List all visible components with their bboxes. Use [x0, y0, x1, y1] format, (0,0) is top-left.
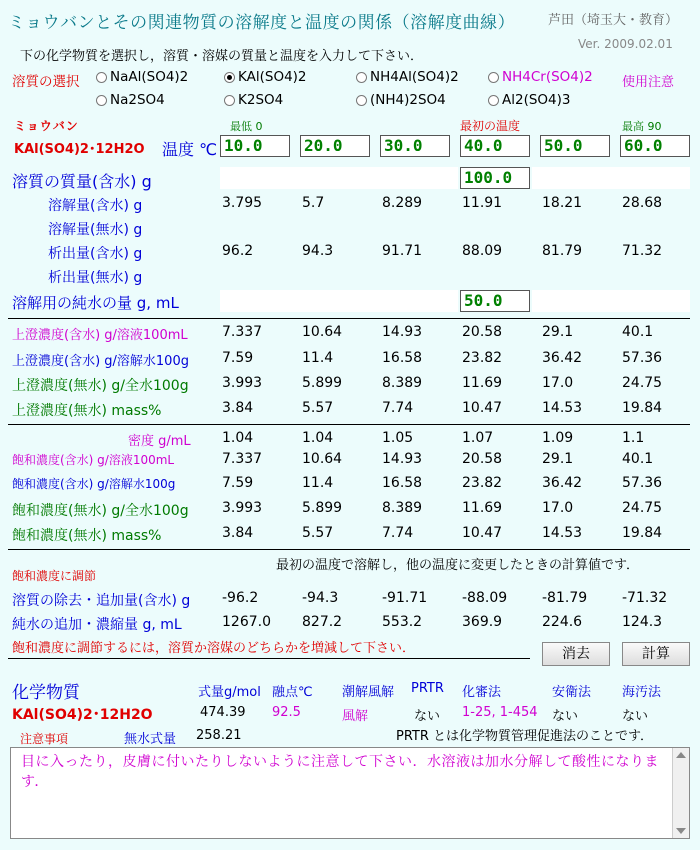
- adjust-value: -94.3: [302, 590, 339, 606]
- supernatant-value: 14.53: [542, 400, 583, 416]
- anhydrous-label: 無水式量: [124, 732, 177, 747]
- saturated-value: 36.42: [542, 475, 583, 491]
- supernatant-value: 23.82: [462, 350, 503, 366]
- prop-header: 式量g/mol: [198, 685, 261, 700]
- prop-molar-mass: 474.39: [200, 705, 246, 720]
- adjust-value: -71.32: [622, 590, 668, 606]
- properties-section-label: 化学物質: [12, 683, 80, 703]
- saturated-value: 8.389: [382, 500, 423, 516]
- adjust-hint: 飽和濃度に調節するには，溶質か溶媒のどちらかを増減して下さい．: [12, 641, 416, 656]
- saturated-value: 11.4: [302, 475, 334, 491]
- prop-efflorescence: 風解: [342, 709, 369, 724]
- row-value: 18.21: [542, 195, 583, 211]
- caution-textarea[interactable]: [10, 747, 690, 839]
- radio-circle[interactable]: [224, 95, 235, 106]
- water-mass-input[interactable]: 50.0: [460, 290, 530, 312]
- clear-button[interactable]: 消去: [542, 642, 610, 666]
- supernatant-value: 7.59: [222, 350, 254, 366]
- divider: [8, 658, 530, 659]
- density-label: 密度 g/mL: [128, 434, 191, 449]
- prop-kashinhou: 1-25, 1-454: [462, 705, 538, 720]
- adjust-value: 369.9: [462, 614, 503, 630]
- radio-circle[interactable]: [356, 72, 367, 83]
- prop-header: 海汚法: [622, 685, 662, 700]
- prop-header: 化審法: [462, 685, 502, 700]
- supernatant-value: 8.389: [382, 375, 423, 391]
- temperature-label: 温度 ℃: [162, 140, 218, 159]
- temp-input-4[interactable]: 40.0: [460, 135, 530, 157]
- density-value: 1.1: [622, 430, 645, 446]
- radio-nh4cr[interactable]: NH4Cr(SO4)2: [488, 69, 593, 85]
- saturated-label: 飽和濃度(含水) g/溶液100mL: [12, 453, 175, 467]
- supernatant-value: 16.58: [382, 350, 423, 366]
- row-label: 析出量(無水) g: [48, 270, 143, 286]
- row-value: 3.795: [222, 195, 263, 211]
- supernatant-label: 上澄濃度(無水) g/全水100g: [12, 378, 189, 394]
- supernatant-label: 上澄濃度(無水) mass%: [12, 403, 162, 419]
- temp-input-2[interactable]: 20.0: [300, 135, 370, 157]
- supernatant-value: 3.84: [222, 400, 254, 416]
- saturated-value: 40.1: [622, 451, 654, 467]
- row-value: 8.289: [382, 195, 423, 211]
- row-value: 5.7: [302, 195, 325, 211]
- saturated-value: 24.75: [622, 500, 663, 516]
- water-mass-bar-right: [532, 290, 690, 312]
- saturated-value: 29.1: [542, 451, 574, 467]
- radio-nh42so4[interactable]: (NH4)2SO4: [356, 92, 446, 108]
- saturated-value: 11.69: [462, 500, 503, 516]
- saturated-value: 20.58: [462, 451, 503, 467]
- supernatant-value: 19.84: [622, 400, 663, 416]
- water-mass-label: 溶解用の純水の量 g, mL: [12, 294, 179, 312]
- radio-circle[interactable]: [488, 95, 499, 106]
- supernatant-value: 5.57: [302, 400, 334, 416]
- supernatant-value: 3.993: [222, 375, 263, 391]
- density-value: 1.05: [382, 430, 414, 446]
- adjust-label: 溶質の除去・追加量(含水) g: [12, 593, 191, 609]
- substance-name: ミョウバン: [14, 119, 79, 133]
- density-value: 1.04: [302, 430, 334, 446]
- radio-naal[interactable]: NaAl(SO4)2: [96, 69, 188, 85]
- radio-circle[interactable]: [96, 72, 107, 83]
- saturated-value: 10.64: [302, 451, 343, 467]
- supernatant-value: 40.1: [622, 324, 654, 340]
- radio-al2so43[interactable]: Al2(SO4)3: [488, 92, 570, 108]
- solute-mass-label: 溶質の質量(含水) g: [12, 172, 152, 191]
- temp-initial-label: 最初の温度: [460, 119, 521, 133]
- supernatant-value: 5.899: [302, 375, 343, 391]
- saturated-value: 7.59: [222, 475, 254, 491]
- adjust-value: 1267.0: [222, 614, 271, 630]
- usage-note-link[interactable]: 使用注意: [622, 75, 675, 90]
- solute-select-label: 溶質の選択: [12, 74, 80, 90]
- prop-kaiosen: ない: [622, 709, 649, 724]
- caution-text: 目に入ったり，皮膚に付いたりしないように注意して下さい．水溶液は加水分解して酸性になります．: [21, 754, 659, 790]
- saturated-value: 3.84: [222, 525, 254, 541]
- radio-na2so4[interactable]: Na2SO4: [96, 92, 165, 108]
- page-title: ミョウバンとその関連物質の溶解度と温度の関係（溶解度曲線）: [8, 13, 516, 33]
- temp-input-6[interactable]: 60.0: [620, 135, 690, 157]
- adjust-value: 553.2: [382, 614, 423, 630]
- prop-formula: KAl(SO4)2･12H2O: [12, 707, 153, 723]
- supernatant-value: 14.93: [382, 324, 423, 340]
- saturated-value: 19.84: [622, 525, 663, 541]
- row-label: 溶解量(無水) g: [48, 222, 143, 238]
- prop-header: 潮解風解: [342, 685, 395, 700]
- saturated-label: 飽和濃度(含水) g/溶解水100g: [12, 477, 176, 491]
- supernatant-label: 上澄濃度(含水) g/溶解水100g: [12, 354, 189, 369]
- supernatant-value: 29.1: [542, 324, 574, 340]
- saturated-value: 14.93: [382, 451, 423, 467]
- row-value: 91.71: [382, 243, 423, 259]
- temp-min-label: 最低 0: [230, 120, 263, 133]
- density-value: 1.04: [222, 430, 254, 446]
- radio-nh4al[interactable]: NH4Al(SO4)2: [356, 69, 459, 85]
- scroll-down-icon[interactable]: [676, 828, 686, 834]
- water-mass-bar-left: [220, 290, 458, 312]
- saturated-value: 7.337: [222, 451, 263, 467]
- supernatant-value: 11.4: [302, 350, 334, 366]
- temp-input-1[interactable]: 10.0: [220, 135, 290, 157]
- prop-prtr: ない: [414, 709, 441, 724]
- author-label: 芦田（埼玉大・教育）: [548, 13, 679, 28]
- supernatant-value: 10.47: [462, 400, 503, 416]
- radio-kal[interactable]: KAl(SO4)2: [224, 69, 307, 85]
- adjust-value: -88.09: [462, 590, 508, 606]
- solute-mass-bar-right: [532, 167, 690, 189]
- prtr-note: PRTR とは化学物質管理促進法のことです．: [396, 729, 653, 744]
- row-value: 96.2: [222, 243, 254, 259]
- supernatant-label: 上澄濃度(含水) g/溶液100mL: [12, 328, 188, 343]
- row-value: 71.32: [622, 243, 663, 259]
- radio-circle[interactable]: [356, 95, 367, 106]
- density-value: 1.09: [542, 430, 574, 446]
- saturated-value: 16.58: [382, 475, 423, 491]
- supernatant-value: 17.0: [542, 375, 574, 391]
- prop-header: 融点℃: [272, 685, 313, 700]
- adjust-section-label: 飽和濃度に調節: [12, 569, 97, 583]
- supernatant-value: 7.337: [222, 324, 263, 340]
- notes-label: 注意事項: [20, 732, 69, 746]
- temp-max-label: 最高 90: [622, 120, 662, 133]
- row-label: 析出量(含水) g: [48, 246, 143, 262]
- adjust-value: -81.79: [542, 590, 588, 606]
- prop-header: 安衛法: [552, 685, 592, 700]
- adjust-note: 最初の温度で溶解し，他の温度に変更したときの計算値です．: [276, 558, 639, 573]
- saturated-label: 飽和濃度(無水) mass%: [12, 528, 162, 544]
- substance-formula: KAl(SO4)2･12H2O: [14, 142, 145, 157]
- supernatant-value: 24.75: [622, 375, 663, 391]
- temp-input-3[interactable]: 30.0: [380, 135, 450, 157]
- saturated-value: 10.47: [462, 525, 503, 541]
- saturated-value: 7.74: [382, 525, 414, 541]
- divider: [8, 549, 690, 550]
- scroll-up-icon[interactable]: [676, 752, 686, 758]
- adjust-value: 827.2: [302, 614, 343, 630]
- density-value: 1.07: [462, 430, 494, 446]
- divider: [8, 424, 690, 425]
- adjust-label: 純水の追加・濃縮量 g, mL: [12, 617, 182, 633]
- radio-circle[interactable]: [488, 72, 499, 83]
- row-value: 11.91: [462, 195, 503, 211]
- prop-header: PRTR: [411, 681, 444, 696]
- radio-circle[interactable]: [96, 95, 107, 106]
- row-label: 溶解量(含水) g: [48, 198, 143, 214]
- supernatant-value: 11.69: [462, 375, 503, 391]
- saturated-value: 5.899: [302, 500, 343, 516]
- supernatant-value: 20.58: [462, 324, 503, 340]
- adjust-value: 224.6: [542, 614, 583, 630]
- divider: [8, 318, 690, 319]
- supernatant-value: 7.74: [382, 400, 414, 416]
- saturated-value: 3.993: [222, 500, 263, 516]
- prop-melting-point: 92.5: [272, 705, 301, 720]
- radio-k2so4[interactable]: K2SO4: [224, 92, 283, 108]
- anhydrous-value: 258.21: [196, 728, 242, 743]
- saturated-label: 飽和濃度(無水) g/全水100g: [12, 503, 189, 519]
- row-value: 28.68: [622, 195, 663, 211]
- instruction-text: 下の化学物質を選択し，溶質・溶媒の質量と温度を入力して下さい．: [20, 49, 424, 64]
- saturated-value: 14.53: [542, 525, 583, 541]
- supernatant-value: 57.36: [622, 350, 663, 366]
- saturated-value: 23.82: [462, 475, 503, 491]
- row-value: 88.09: [462, 243, 503, 259]
- adjust-value: -91.71: [382, 590, 428, 606]
- supernatant-value: 36.42: [542, 350, 583, 366]
- solute-mass-bar-left: [220, 167, 458, 189]
- row-value: 81.79: [542, 243, 583, 259]
- solute-mass-input[interactable]: 100.0: [460, 167, 530, 189]
- caution-scrollbar[interactable]: [672, 748, 689, 838]
- adjust-value: 124.3: [622, 614, 663, 630]
- row-value: 94.3: [302, 243, 334, 259]
- saturated-value: 5.57: [302, 525, 334, 541]
- radio-circle-selected[interactable]: [224, 72, 235, 83]
- calc-button[interactable]: 計算: [622, 642, 690, 666]
- temp-input-5[interactable]: 50.0: [540, 135, 610, 157]
- prop-anei: ない: [552, 709, 579, 724]
- adjust-value: -96.2: [222, 590, 259, 606]
- saturated-value: 57.36: [622, 475, 663, 491]
- supernatant-value: 10.64: [302, 324, 343, 340]
- saturated-value: 17.0: [542, 500, 574, 516]
- version-label: Ver. 2009.02.01: [578, 37, 673, 51]
